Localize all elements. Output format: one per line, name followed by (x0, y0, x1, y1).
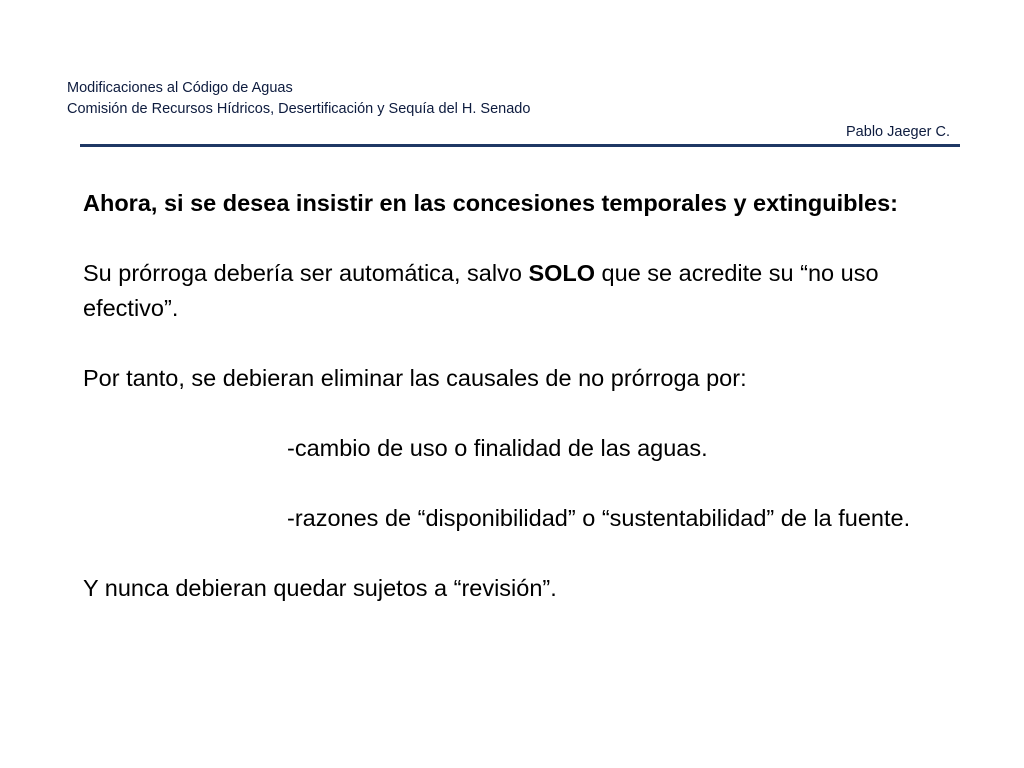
header-subtitle: Comisión de Recursos Hídricos, Desertificación y Sequía del H. Senado (67, 101, 531, 117)
spacer (83, 396, 923, 431)
list-item-change-of-use: -cambio de uso o finalidad de las aguas. (287, 435, 708, 461)
header-title: Modificaciones al Código de Aguas (67, 80, 293, 96)
paragraph-automatic-extension (83, 256, 923, 326)
slide-heading: Ahora, si se desea insistir en las concesiones temporales y extinguibles: (83, 190, 898, 216)
paragraph-text-after: que se acredite su “no uso efectivo”. (83, 260, 879, 321)
spacer (83, 221, 923, 256)
spacer (83, 326, 923, 361)
header-divider (80, 144, 960, 147)
spacer (83, 466, 923, 501)
paragraph-text-before: Su prórroga debería ser automática, salvo (83, 260, 529, 286)
emphasis-solo: SOLO (528, 260, 596, 286)
author-name: Pablo Jaeger C. (846, 124, 950, 140)
paragraph-causes-intro: Por tanto, se debieran eliminar las causales de no prórroga por: (83, 365, 747, 391)
spacer (83, 536, 923, 571)
list-item-availability: -razones de “disponibilidad” o “sustentabilidad” de la fuente. (287, 505, 911, 531)
paragraph-no-revision: Y nunca debieran quedar sujetos a “revisión”. (83, 575, 557, 601)
slide-body (83, 186, 923, 606)
